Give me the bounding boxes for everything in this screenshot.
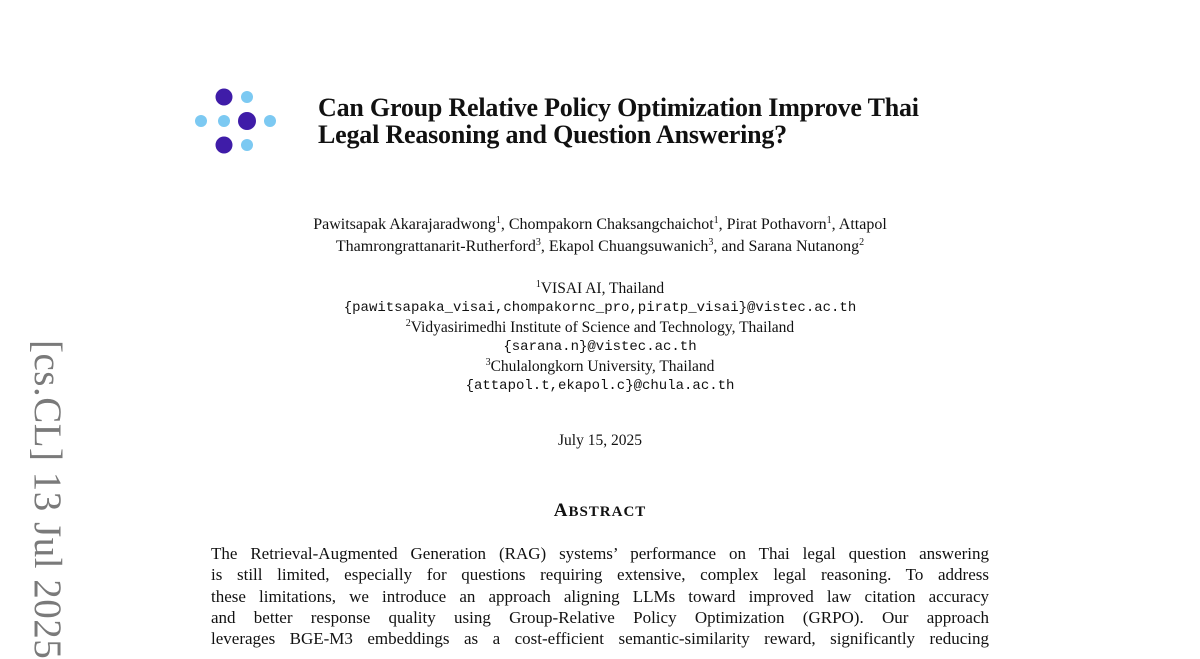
- author-affil-mark: 1: [495, 215, 501, 226]
- author-name: , Ekapol Chuangsuwanich: [540, 238, 709, 255]
- author-affil-mark: 2: [859, 237, 865, 248]
- abstract-heading-rest: BSTRACT: [568, 504, 647, 520]
- logo-dot-light: [195, 115, 207, 127]
- abstract-line: and better response quality using Group-Relative Policy Optimization (GRPO). Our approach: [211, 607, 989, 627]
- author-name: Thamrongrattanarit-Rutherford: [335, 238, 536, 255]
- affiliations: [200, 279, 1000, 397]
- author-list: [200, 214, 1000, 258]
- abstract-line: leverages BGE-M3 embeddings as a cost-efficient semantic-similarity reward, significantly reducing: [211, 629, 989, 649]
- author-name: , Chompakorn Chaksangchaichot: [500, 216, 714, 233]
- logo-dot-light: [218, 115, 230, 127]
- author-line-2: [200, 236, 1000, 258]
- abstract-line: these limitations, we introduce an approach aligning LLMs toward improved law citation accuracy: [211, 586, 989, 606]
- logo-dot-light: [241, 139, 253, 151]
- affiliation-3-email: {attapol.t,ekapol.c}@chula.ac.th: [465, 377, 735, 394]
- logo-dot-light: [264, 115, 276, 127]
- affil-mark: 3: [485, 357, 491, 369]
- affil-mark: 1: [535, 279, 541, 290]
- author-name: Pawitsapak Akarajaradwong: [313, 216, 496, 233]
- author-name: , Pirat Pothavorn: [718, 216, 827, 233]
- author-name: , and Sarana Nutanong: [713, 238, 860, 255]
- abstract-heading: [200, 500, 1000, 522]
- affil-name: VISAI AI, Thailand: [540, 280, 665, 297]
- title-line-2: Legal Reasoning and Question Answering?: [318, 120, 787, 149]
- affiliation-2: [200, 318, 1000, 338]
- abstract-body: [211, 543, 989, 649]
- publication-date: July 15, 2025: [558, 432, 642, 449]
- affil-mark: 2: [405, 318, 411, 330]
- arxiv-side-stamp: [cs.CL] 13 Jul 2025: [26, 340, 69, 659]
- abstract-line: is still limited, especially for questions requiring extensive, complex legal reasoning. To address: [211, 565, 989, 585]
- author-affil-mark: 1: [826, 215, 832, 226]
- author-name: , Attapol: [831, 216, 887, 233]
- affiliation-3: [200, 357, 1000, 377]
- affiliation-1: [200, 279, 1000, 299]
- logo-dot-dark: [216, 89, 233, 106]
- abstract-heading-initial: A: [553, 500, 569, 521]
- affil-name: Chulalongkorn University, Thailand: [490, 358, 715, 376]
- dot-grid-logo-icon: [192, 86, 282, 158]
- title-line-1: Can Group Relative Policy Optimization Improve Thai: [318, 93, 919, 122]
- author-line-1: [200, 214, 1000, 236]
- author-affil-mark: 1: [713, 215, 719, 226]
- paper-title: [318, 94, 1038, 148]
- author-affil-mark: 3: [708, 237, 714, 248]
- logo-dot-dark: [216, 137, 233, 154]
- logo-dot-dark: [238, 112, 256, 130]
- affiliation-1-email: {pawitsapaka_visai,chompakornc_pro,piratp_visai}@vistec.ac.th: [343, 299, 857, 316]
- author-affil-mark: 3: [535, 237, 541, 248]
- logo-dot-light: [241, 91, 253, 103]
- affil-name: Vidyasirimedhi Institute of Science and Technology, Thailand: [410, 319, 795, 337]
- affiliation-2-email: {sarana.n}@vistec.ac.th: [503, 338, 697, 355]
- abstract-line: The Retrieval-Augmented Generation (RAG) systems’ performance on Thai legal question answering: [211, 544, 989, 563]
